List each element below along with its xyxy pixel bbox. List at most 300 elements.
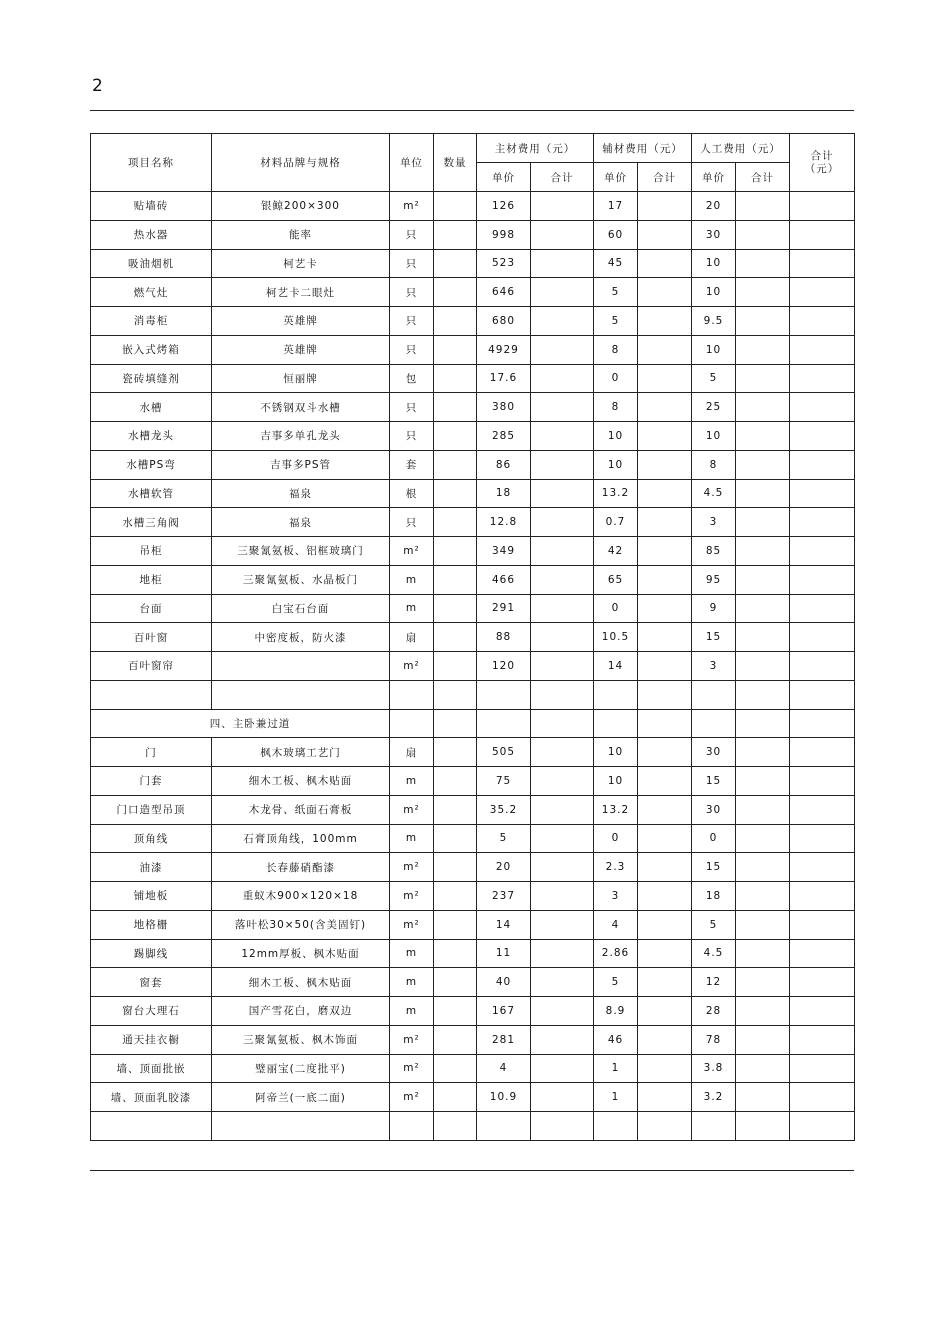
main-subtotal — [531, 1083, 594, 1112]
row-total — [790, 623, 855, 652]
item-name: 门口造型吊顶 — [91, 795, 212, 824]
item-spec: 英雄牌 — [212, 335, 390, 364]
labor-subtotal — [736, 278, 790, 307]
main-subtotal — [531, 680, 594, 709]
table-row — [91, 680, 855, 709]
item-spec: 12mm厚板、枫木贴面 — [212, 939, 390, 968]
aux-subtotal — [638, 508, 692, 537]
labor-subtotal — [736, 853, 790, 882]
table-row — [91, 652, 855, 681]
row-total — [790, 652, 855, 681]
labor-unit-price — [692, 1112, 736, 1141]
main-subtotal — [531, 278, 594, 307]
item-unit: 只 — [390, 278, 434, 307]
aux-subtotal — [638, 249, 692, 278]
item-spec: 三聚氰氨板、水晶板门 — [212, 565, 390, 594]
table-row — [91, 1054, 855, 1083]
item-name: 嵌入式烤箱 — [91, 335, 212, 364]
main-unit-price: 40 — [477, 968, 531, 997]
item-unit: 只 — [390, 249, 434, 278]
item-name: 水槽龙头 — [91, 422, 212, 451]
table-row — [91, 393, 855, 422]
main-unit-price: 14 — [477, 910, 531, 939]
aux-unit-price: 2.86 — [594, 939, 638, 968]
main-unit-price: 10.9 — [477, 1083, 531, 1112]
main-unit-price: 120 — [477, 652, 531, 681]
item-unit: m² — [390, 882, 434, 911]
row-total — [790, 824, 855, 853]
item-unit: m² — [390, 795, 434, 824]
labor-subtotal — [736, 335, 790, 364]
row-total — [790, 278, 855, 307]
row-total — [790, 565, 855, 594]
aux-subtotal — [638, 393, 692, 422]
aux-subtotal — [638, 307, 692, 336]
labor-subtotal — [736, 220, 790, 249]
item-name: 通天挂衣橱 — [91, 1025, 212, 1054]
item-qty — [434, 278, 477, 307]
main-unit-price: 18 — [477, 479, 531, 508]
main-unit-price: 466 — [477, 565, 531, 594]
labor-unit-price: 5 — [692, 364, 736, 393]
labor-subtotal — [736, 767, 790, 796]
item-unit: m — [390, 594, 434, 623]
labor-subtotal — [736, 565, 790, 594]
item-name: 百叶窗帘 — [91, 652, 212, 681]
labor-unit-price: 8 — [692, 450, 736, 479]
aux-unit-price: 46 — [594, 1025, 638, 1054]
row-total — [790, 1054, 855, 1083]
labor-subtotal — [736, 192, 790, 221]
item-qty — [434, 565, 477, 594]
item-qty — [434, 824, 477, 853]
item-spec: 吉事多单孔龙头 — [212, 422, 390, 451]
aux-subtotal — [638, 565, 692, 594]
item-name: 百叶窗 — [91, 623, 212, 652]
labor-unit-price: 10 — [692, 422, 736, 451]
table-row — [91, 594, 855, 623]
labor-unit-price: 12 — [692, 968, 736, 997]
header-total — [790, 134, 855, 192]
main-subtotal — [531, 450, 594, 479]
row-total — [790, 335, 855, 364]
aux-unit-price: 60 — [594, 220, 638, 249]
aux-unit-price: 4 — [594, 910, 638, 939]
header-aux-cost: 辅材费用（元） — [594, 134, 692, 163]
main-subtotal — [531, 364, 594, 393]
item-spec: 细木工板、枫木贴面 — [212, 968, 390, 997]
item-unit: m² — [390, 652, 434, 681]
aux-unit-price: 0 — [594, 594, 638, 623]
item-spec: 柯艺卡 — [212, 249, 390, 278]
row-total — [790, 393, 855, 422]
item-name: 贴墙砖 — [91, 192, 212, 221]
item-qty — [434, 249, 477, 278]
main-unit-price: 167 — [477, 997, 531, 1026]
cost-table — [90, 133, 855, 1141]
item-spec: 细木工板、枫木贴面 — [212, 767, 390, 796]
labor-unit-price: 4.5 — [692, 939, 736, 968]
item-qty — [434, 1083, 477, 1112]
item-unit: m² — [390, 1054, 434, 1083]
main-unit-price: 380 — [477, 393, 531, 422]
item-spec: 重蚁木900×120×18 — [212, 882, 390, 911]
item-name: 地柜 — [91, 565, 212, 594]
item-unit: m — [390, 767, 434, 796]
item-name: 消毒柜 — [91, 307, 212, 336]
main-unit-price: 505 — [477, 738, 531, 767]
main-subtotal — [531, 968, 594, 997]
header-aux-unit-price: 单价 — [594, 163, 638, 192]
aux-unit-price: 1 — [594, 1054, 638, 1083]
main-unit-price: 646 — [477, 278, 531, 307]
aux-subtotal — [638, 738, 692, 767]
row-total — [790, 795, 855, 824]
row-total — [790, 680, 855, 709]
aux-unit-price: 8 — [594, 335, 638, 364]
main-unit-price: 4929 — [477, 335, 531, 364]
item-name: 踢脚线 — [91, 939, 212, 968]
item-unit: m — [390, 824, 434, 853]
item-qty — [434, 393, 477, 422]
main-subtotal — [531, 422, 594, 451]
table-row — [91, 767, 855, 796]
labor-subtotal — [736, 1112, 790, 1141]
row-total — [790, 767, 855, 796]
main-unit-price: 291 — [477, 594, 531, 623]
item-unit: m — [390, 939, 434, 968]
aux-subtotal — [638, 623, 692, 652]
labor-subtotal — [736, 249, 790, 278]
aux-subtotal — [638, 364, 692, 393]
labor-subtotal — [736, 738, 790, 767]
item-qty — [434, 997, 477, 1026]
aux-subtotal — [638, 278, 692, 307]
item-name: 铺地板 — [91, 882, 212, 911]
aux-unit-price — [594, 680, 638, 709]
main-unit-price — [477, 709, 531, 738]
labor-unit-price: 25 — [692, 393, 736, 422]
labor-unit-price: 3 — [692, 508, 736, 537]
row-total — [790, 220, 855, 249]
row-total — [790, 249, 855, 278]
header-name: 项目名称 — [91, 134, 212, 192]
labor-subtotal — [736, 709, 790, 738]
aux-subtotal — [638, 968, 692, 997]
header-spec: 材料品牌与规格 — [212, 134, 390, 192]
item-unit: 套 — [390, 450, 434, 479]
aux-subtotal — [638, 537, 692, 566]
item-name: 顶角线 — [91, 824, 212, 853]
table-header — [91, 134, 855, 192]
aux-unit-price: 5 — [594, 278, 638, 307]
labor-subtotal — [736, 882, 790, 911]
labor-subtotal — [736, 450, 790, 479]
aux-subtotal — [638, 652, 692, 681]
main-unit-price: 20 — [477, 853, 531, 882]
row-total — [790, 882, 855, 911]
item-name: 墙、顶面批嵌 — [91, 1054, 212, 1083]
aux-unit-price: 1 — [594, 1083, 638, 1112]
aux-unit-price — [594, 1112, 638, 1141]
labor-subtotal — [736, 652, 790, 681]
main-unit-price: 237 — [477, 882, 531, 911]
item-qty — [434, 795, 477, 824]
item-spec: 福泉 — [212, 508, 390, 537]
header-qty: 数量 — [434, 134, 477, 192]
labor-unit-price: 30 — [692, 220, 736, 249]
row-total — [790, 939, 855, 968]
item-name: 台面 — [91, 594, 212, 623]
aux-subtotal — [638, 479, 692, 508]
item-spec: 长春藤硝酯漆 — [212, 853, 390, 882]
item-spec: 不锈钢双斗水槽 — [212, 393, 390, 422]
item-spec: 中密度板，防火漆 — [212, 623, 390, 652]
aux-unit-price: 10 — [594, 767, 638, 796]
aux-unit-price: 3 — [594, 882, 638, 911]
labor-unit-price: 9 — [692, 594, 736, 623]
main-subtotal — [531, 594, 594, 623]
aux-unit-price: 45 — [594, 249, 638, 278]
labor-unit-price: 10 — [692, 335, 736, 364]
table-row — [91, 1083, 855, 1112]
table-row — [91, 508, 855, 537]
item-unit: 只 — [390, 335, 434, 364]
section-title: 四、主卧兼过道 — [91, 709, 390, 738]
labor-subtotal — [736, 680, 790, 709]
item-unit: 只 — [390, 393, 434, 422]
item-name: 水槽PS弯 — [91, 450, 212, 479]
item-spec: 福泉 — [212, 479, 390, 508]
item-spec: 柯艺卡二眼灶 — [212, 278, 390, 307]
item-spec: 银鲸200×300 — [212, 192, 390, 221]
item-qty — [434, 220, 477, 249]
item-unit: 只 — [390, 508, 434, 537]
labor-subtotal — [736, 623, 790, 652]
item-name: 燃气灶 — [91, 278, 212, 307]
table-row — [91, 422, 855, 451]
row-total — [790, 307, 855, 336]
table-row — [91, 479, 855, 508]
aux-subtotal — [638, 1112, 692, 1141]
aux-unit-price: 2.3 — [594, 853, 638, 882]
main-unit-price: 126 — [477, 192, 531, 221]
labor-subtotal — [736, 968, 790, 997]
item-unit: 包 — [390, 364, 434, 393]
item-spec: 枫木玻璃工艺门 — [212, 738, 390, 767]
aux-subtotal — [638, 824, 692, 853]
labor-subtotal — [736, 1083, 790, 1112]
labor-subtotal — [736, 939, 790, 968]
item-name: 地格栅 — [91, 910, 212, 939]
table-row — [91, 537, 855, 566]
labor-unit-price: 95 — [692, 565, 736, 594]
item-spec: 吉事多PS管 — [212, 450, 390, 479]
table-row — [91, 307, 855, 336]
main-subtotal — [531, 738, 594, 767]
labor-unit-price: 20 — [692, 192, 736, 221]
aux-subtotal — [638, 594, 692, 623]
main-subtotal — [531, 882, 594, 911]
aux-unit-price: 14 — [594, 652, 638, 681]
item-name: 吊柜 — [91, 537, 212, 566]
labor-unit-price: 18 — [692, 882, 736, 911]
labor-unit-price: 10 — [692, 249, 736, 278]
item-qty — [434, 709, 477, 738]
table-row — [91, 278, 855, 307]
item-qty — [434, 652, 477, 681]
header-labor-subtotal: 合计 — [736, 163, 790, 192]
aux-unit-price: 0 — [594, 364, 638, 393]
table-row — [91, 882, 855, 911]
labor-subtotal — [736, 479, 790, 508]
aux-unit-price — [594, 709, 638, 738]
main-unit-price: 35.2 — [477, 795, 531, 824]
item-qty — [434, 968, 477, 997]
main-unit-price: 75 — [477, 767, 531, 796]
row-total — [790, 508, 855, 537]
header-main-subtotal: 合计 — [531, 163, 594, 192]
item-qty — [434, 1112, 477, 1141]
item-unit: m — [390, 565, 434, 594]
item-name: 水槽 — [91, 393, 212, 422]
item-unit: m² — [390, 192, 434, 221]
table-row — [91, 220, 855, 249]
aux-unit-price: 10 — [594, 450, 638, 479]
row-total — [790, 738, 855, 767]
main-subtotal — [531, 767, 594, 796]
main-subtotal — [531, 1054, 594, 1083]
item-spec — [212, 680, 390, 709]
item-qty — [434, 680, 477, 709]
main-subtotal — [531, 853, 594, 882]
main-unit-price: 5 — [477, 824, 531, 853]
item-unit: m² — [390, 853, 434, 882]
header-labor-unit-price: 单价 — [692, 163, 736, 192]
item-unit: 扇 — [390, 738, 434, 767]
main-unit-price: 680 — [477, 307, 531, 336]
main-unit-price: 349 — [477, 537, 531, 566]
aux-subtotal — [638, 192, 692, 221]
aux-subtotal — [638, 709, 692, 738]
row-total — [790, 479, 855, 508]
item-spec: 国产雪花白，磨双边 — [212, 997, 390, 1026]
table-row — [91, 192, 855, 221]
aux-unit-price: 10 — [594, 422, 638, 451]
table-row — [91, 450, 855, 479]
aux-unit-price: 65 — [594, 565, 638, 594]
aux-unit-price: 42 — [594, 537, 638, 566]
labor-unit-price: 3 — [692, 652, 736, 681]
item-spec: 石膏顶角线，100mm — [212, 824, 390, 853]
item-unit: m² — [390, 537, 434, 566]
item-qty — [434, 882, 477, 911]
row-total — [790, 853, 855, 882]
item-qty — [434, 537, 477, 566]
table-row — [91, 968, 855, 997]
labor-unit-price: 5 — [692, 910, 736, 939]
item-unit: 只 — [390, 307, 434, 336]
labor-unit-price: 30 — [692, 738, 736, 767]
main-unit-price: 998 — [477, 220, 531, 249]
labor-unit-price: 3.8 — [692, 1054, 736, 1083]
main-subtotal — [531, 508, 594, 537]
table-row — [91, 795, 855, 824]
aux-unit-price: 8 — [594, 393, 638, 422]
labor-unit-price: 3.2 — [692, 1083, 736, 1112]
labor-subtotal — [736, 508, 790, 537]
aux-subtotal — [638, 795, 692, 824]
labor-subtotal — [736, 1025, 790, 1054]
labor-subtotal — [736, 1054, 790, 1083]
labor-unit-price: 15 — [692, 853, 736, 882]
header-main-unit-price: 单价 — [477, 163, 531, 192]
item-qty — [434, 508, 477, 537]
item-unit: m² — [390, 1083, 434, 1112]
bottom-rule — [90, 1170, 854, 1171]
aux-subtotal — [638, 1054, 692, 1083]
item-name: 瓷砖填缝剂 — [91, 364, 212, 393]
labor-subtotal — [736, 364, 790, 393]
item-unit: m — [390, 997, 434, 1026]
main-subtotal — [531, 652, 594, 681]
aux-unit-price: 13.2 — [594, 795, 638, 824]
row-total — [790, 1112, 855, 1141]
row-total — [790, 364, 855, 393]
header-aux-subtotal: 合计 — [638, 163, 692, 192]
main-unit-price: 17.6 — [477, 364, 531, 393]
item-name — [91, 1112, 212, 1141]
labor-subtotal — [736, 824, 790, 853]
item-qty — [434, 767, 477, 796]
table-row — [91, 939, 855, 968]
item-name: 水槽软管 — [91, 479, 212, 508]
labor-unit-price: 0 — [692, 824, 736, 853]
row-total — [790, 450, 855, 479]
aux-subtotal — [638, 680, 692, 709]
item-spec: 木龙骨、纸面石膏板 — [212, 795, 390, 824]
row-total — [790, 968, 855, 997]
table-row — [91, 249, 855, 278]
aux-subtotal — [638, 450, 692, 479]
item-name: 热水器 — [91, 220, 212, 249]
item-spec — [212, 1112, 390, 1141]
item-unit — [390, 709, 434, 738]
labor-unit-price — [692, 709, 736, 738]
aux-unit-price: 8.9 — [594, 997, 638, 1026]
row-total — [790, 910, 855, 939]
aux-subtotal — [638, 220, 692, 249]
item-qty — [434, 364, 477, 393]
main-subtotal — [531, 1112, 594, 1141]
labor-unit-price: 4.5 — [692, 479, 736, 508]
aux-unit-price: 0 — [594, 824, 638, 853]
main-subtotal — [531, 393, 594, 422]
item-qty — [434, 307, 477, 336]
item-qty — [434, 594, 477, 623]
item-name: 吸油烟机 — [91, 249, 212, 278]
aux-unit-price: 10 — [594, 738, 638, 767]
table-row — [91, 623, 855, 652]
main-subtotal — [531, 220, 594, 249]
item-qty — [434, 1025, 477, 1054]
item-name: 窗台大理石 — [91, 997, 212, 1026]
main-subtotal — [531, 939, 594, 968]
item-unit: m² — [390, 1025, 434, 1054]
row-total — [790, 1025, 855, 1054]
main-unit-price: 4 — [477, 1054, 531, 1083]
item-qty — [434, 192, 477, 221]
